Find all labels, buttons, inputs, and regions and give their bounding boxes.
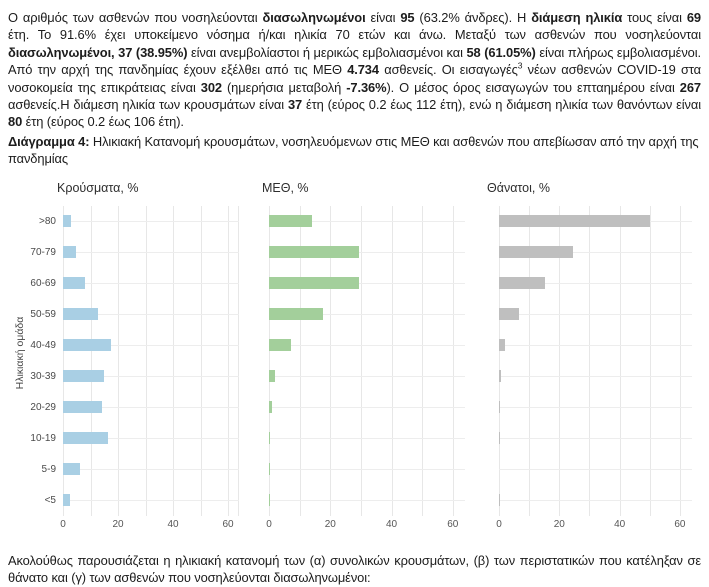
figure-caption-text: Ηλικιακή Κατανομή κρουσμάτων, νοσηλευόμενων στις ΜΕΘ και ασθενών που απεβίωσαν από την αρχή της πανδημίας [8,133,699,167]
bold-stat: 69 [686,10,701,25]
gridline-horizontal [269,469,465,470]
x-tick-label: 60 [447,518,459,530]
age-group-label: 20-29 [30,401,56,413]
age-group-label: >80 [39,215,56,227]
text-run: είναι [365,10,401,25]
x-tick-label: 40 [614,518,626,530]
figure-caption-label: Διάγραμμα 4: [8,133,90,149]
y-axis-title: Ηλικιακή ομάδα [14,316,26,390]
bold-stat: 58 (61.05%) [466,44,536,60]
gridline-horizontal [499,345,692,346]
bar [63,277,85,289]
gridline-horizontal [63,221,239,222]
bold-stat: διάμεση ηλικία [531,10,623,25]
intro-paragraph [8,9,701,131]
gridline-horizontal [499,314,692,315]
gridline-horizontal [63,500,239,501]
bar [499,339,505,351]
x-tick-label: 0 [60,518,66,530]
gridline-horizontal [499,500,692,501]
gridline-horizontal [269,407,465,408]
bar [499,246,573,258]
bold-stat: διασωληνωμένοι, 37 (38.95%) [8,44,188,60]
text-run: έτη. Το 91.6% έχει υποκείμενο νόσημα ή/και ηλικία 70 ετών και άνω. Μεταξύ των ασθενών που νοσηλεύονται [8,27,701,43]
gridline-horizontal [499,407,692,408]
gridline-horizontal [269,500,465,501]
x-tick-label: 0 [496,518,502,530]
bar [269,339,291,351]
plot-cases [60,206,239,530]
bar [269,401,272,413]
chart-title-deaths: Θάνατοι, % [487,180,550,195]
bar [499,370,501,382]
bar [499,432,500,444]
figure-4-charts [8,181,701,539]
text-run: ασθενείς. Οι εισαγωγές [378,62,518,78]
text-run: είναι ανεμβολίαστοι ή μερικώς εμβολιασμένοι και [187,44,467,60]
chart-title-icu: ΜΕΘ, % [262,180,309,195]
bar [63,339,111,351]
bold-stat: 80 [8,114,23,130]
gridline-horizontal [63,283,239,284]
bar [499,277,545,289]
x-tick-label: 40 [385,518,398,530]
age-axis-labels [8,206,56,516]
bold-stat: 267 [679,79,701,95]
bar [63,401,102,413]
bar [269,215,312,227]
gridline-horizontal [63,252,239,253]
x-tick-label: 40 [167,518,179,530]
text-run: 3 [517,60,523,71]
text-run: ). Ο μέσος όρος εισαγωγών του επταημέρου είναι [386,79,680,95]
age-group-label: 5-9 [41,463,56,475]
gridline-horizontal [499,469,692,470]
bar [63,215,71,227]
bar [269,308,323,320]
bar [269,370,275,382]
age-group-label: 50-59 [30,308,56,320]
bold-stat: 95 [400,10,415,25]
gridline-horizontal [269,345,465,346]
age-group-label: 40-49 [30,339,56,351]
text-run: είναι πλήρως εμβολιασμένοι. Από την αρχή της πανδημίας έχουν εξέλθει από τις ΜΕΘ [8,44,701,78]
chart-title-cases: Κρούσματα, % [57,180,139,195]
text-run: (63.2% άνδρες). Η [414,10,532,25]
x-tick-label: 20 [324,518,336,530]
gridline-horizontal [269,376,465,377]
age-group-label: 30-39 [30,370,56,382]
gridline-horizontal [499,376,692,377]
bar [269,277,359,289]
gridline-horizontal [63,469,239,470]
text-run: νέων ασθενών COVID-19 στα νοσοκομεία της επικράτειας είναι [8,62,701,95]
bar [269,432,270,444]
plot-deaths [496,206,692,530]
bar [499,308,519,320]
bold-stat: 4.734 [347,62,379,78]
x-tick-label: 20 [553,518,565,530]
text-run: τους είναι [622,10,687,25]
text-run: έτη (εύρος 0.2 έως 112 έτη), ενώ η διάμεση ηλικία των θανόντων είναι [302,97,701,113]
text-run: Ο αριθμός των ασθενών που νοσηλεύονται [8,10,263,25]
bar [269,246,359,258]
bar [269,494,270,506]
x-tick-label: 0 [266,518,272,530]
bar [63,308,98,320]
bar [63,494,70,506]
age-group-label: 60-69 [30,277,56,289]
bold-stat: 37 [287,97,303,113]
bar [499,215,650,227]
plot-icu [266,206,465,530]
bold-stat: 302 [200,79,222,95]
text-run: (ημερήσια μεταβολή [221,79,347,95]
closing-paragraph: Ακολούθως παρουσιάζεται η ηλικιακή κατανομή των (α) συνολικών κρουσμάτων, (β) των περιστατικών που κατέληξαν σε θάνατο και (γ) των ασθενών που νοσηλεύονται διασωληνωμένοι: [8,552,701,586]
x-tick-label: 20 [112,518,124,530]
x-tick-label: 60 [674,518,686,530]
bar [63,246,76,258]
gridline-horizontal [269,438,465,439]
age-group-label: <5 [44,494,56,506]
age-group-label: 70-79 [30,246,56,258]
bar [63,432,108,444]
gridline-horizontal [499,438,692,439]
age-group-label: 10-19 [30,432,56,444]
text-run: έτη (εύρος 0.2 έως 106 έτη). [22,114,184,130]
bar [269,463,270,475]
bar [63,370,104,382]
bar [499,494,500,506]
figure-caption [8,133,701,168]
text-run: ασθενείς.Η διάμεση ηλικία των κρουσμάτων είναι [8,97,288,113]
bold-stat: -7.36% [346,79,387,95]
bar [499,401,500,413]
x-tick-label: 60 [222,518,234,530]
bold-stat: διασωληνωμένοι [262,10,366,25]
bar [63,463,80,475]
